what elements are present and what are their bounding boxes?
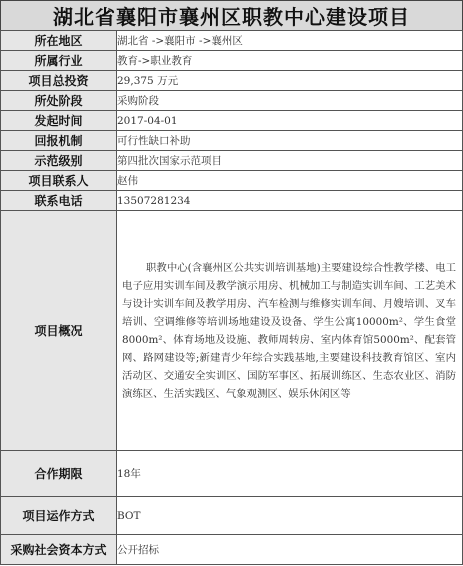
row-label: 回报机制	[1, 131, 117, 151]
row-label: 所属行业	[1, 51, 117, 71]
row-label: 合作期限	[1, 451, 117, 497]
table-row	[1, 535, 463, 565]
row-value-demo-level: 第四批次国家示范项目	[117, 151, 463, 171]
table-row	[1, 51, 463, 71]
table-row	[1, 111, 463, 131]
table-row	[1, 451, 463, 497]
row-label: 项目运作方式	[1, 497, 117, 535]
row-value-industry: 教育->职业教育	[117, 51, 463, 71]
row-label: 发起时间	[1, 111, 117, 131]
row-label: 所处阶段	[1, 91, 117, 111]
table-row	[1, 91, 463, 111]
row-value-procurement: 公开招标	[117, 535, 463, 565]
table-row	[1, 171, 463, 191]
row-value-start-date: 2017-04-01	[117, 111, 463, 131]
table-row	[1, 497, 463, 535]
table-row	[1, 71, 463, 91]
row-value-stage: 采购阶段	[117, 91, 463, 111]
table-row	[1, 191, 463, 211]
row-label: 项目总投资	[1, 71, 117, 91]
row-value-overview	[117, 211, 463, 451]
row-value-region: 湖北省 ->襄阳市 ->襄州区	[117, 31, 463, 51]
row-label: 采购社会资本方式	[1, 535, 117, 565]
table-row	[1, 31, 463, 51]
project-info-table	[0, 30, 463, 565]
table-row	[1, 151, 463, 171]
row-value-term: 18年	[117, 451, 463, 497]
table-row	[1, 131, 463, 151]
row-label: 项目概况	[1, 211, 117, 451]
row-value-operation-mode: BOT	[117, 497, 463, 535]
overview-text: 职教中心(含襄州区公共实训培训基地)主要建设综合性教学楼、电工电子应用实训车间及教学演示用房、机械加工与制造实训车间、工艺美术与设计实训车间及教学用房、汽车检测与维修实训车间、月嫂培训、叉车培训、空调维修等培训场地建设及设备、学生公寓10000m²、学生食堂8000m²、体育场地及设施、教师周转房、室内体育馆5000m²、配套管网、路网建设等;新建青少年综合实践基地,主要建设科技教育馆区、室内活动区、交通安全实训区、国防军事区、拓展训练区、生态农业区、消防演练区、生活实践区、气象观测区、娱乐休闲区等	[122, 261, 456, 400]
row-label: 示范级别	[1, 151, 117, 171]
page-title: 湖北省襄阳市襄州区职教中心建设项目	[0, 0, 463, 30]
row-label: 所在地区	[1, 31, 117, 51]
row-value-contact: 赵伟	[117, 171, 463, 191]
row-label: 项目联系人	[1, 171, 117, 191]
row-label: 联系电话	[1, 191, 117, 211]
row-value-phone: 13507281234	[117, 191, 463, 211]
row-value-investment: 29,375 万元	[117, 71, 463, 91]
row-value-return-mechanism: 可行性缺口补助	[117, 131, 463, 151]
table-row	[1, 211, 463, 451]
